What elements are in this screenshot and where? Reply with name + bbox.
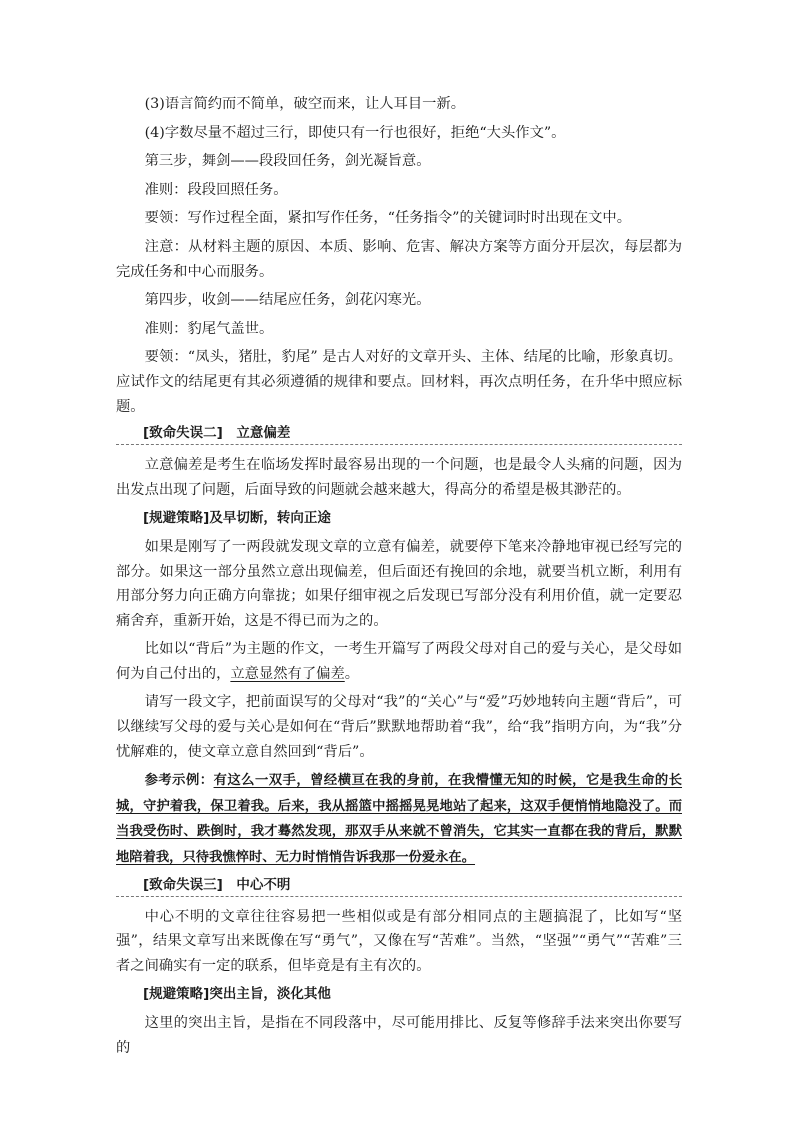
step-four-heading: 第四步，收剑——结尾应任务，剑花闪寒光。 bbox=[144, 292, 431, 309]
paragraph: (3)语言简约而不简单，破空而来，让人耳目一新。 bbox=[144, 96, 466, 112]
paragraph: 立意偏差是考生在临场发挥时最容易出现的一个问题，也是最令人头痛的问题，因为出发点出现了问题，后面导致的问题就会越来越大，得高分的希望是极其渺茫的。 bbox=[116, 457, 682, 498]
paragraph: 如果是刚写了一两段就发现文章的立意有偏差，就要停下笔来冷静地审视已经写完的部分。如果这一部分虽然立意出现偏差，但后面还有挽回的余地，就要当机立断，利用有用部分努力向正确方向靠拢；如果仔细审视之后发现已写部分没有利用价值，就一定要忍痛舍弃，重新开始，这是不得已而为之的。 bbox=[116, 538, 682, 629]
paragraph: 请写一段文字，把前面误写的父母对“我”的“关心”与“爱”巧妙地转向主题“背后”，可以继续写父母的爱与关心是如何在“背后”默默地帮助着“我”，给“我”指明方向，为“我”分忧解难的，使文章立意自然回到“背后”。 bbox=[116, 694, 682, 760]
text-run: 。 bbox=[344, 665, 360, 682]
paragraph: 这里的突出主旨，是指在不同段落中，尽可能用排比、反复等修辞手法来突出你要写的 bbox=[116, 1015, 682, 1056]
section-heading-mistake-two: [致命失误二] 立意偏差 bbox=[116, 423, 682, 445]
example-text: 有这么一双手，曾经横亘在我的身前，在我懵懂无知的时候，它是我生命的长城，守护着我，保卫着我。后来，我从摇篮中摇摇晃晃地站了起来，这双手便悄悄地隐没了。而当我受伤时、跌倒时，我才蓦然发现，那双手从来就不曾消失，它其实一直都在我的背后，默默地陪着我，只待我憔悴时、无力时悄悄告诉我那一份爱永在。 bbox=[116, 773, 683, 866]
document-page bbox=[116, 92, 682, 1064]
section-heading-mistake-three: [致命失误三] 中心不明 bbox=[116, 875, 682, 897]
paragraph: 准则：豹尾气盖世。 bbox=[144, 320, 274, 337]
example-label: 参考示例： bbox=[144, 773, 214, 789]
underlined-phrase: 立意显然有了偏差 bbox=[230, 665, 345, 682]
paragraph: 要领：“凤头，猪肚，豹尾” 是古人对好的文章开头、主体、结尾的比喻，形象真切。应试作文的结尾更有其必须遵循的规律和要点。回材料，再次点明任务，在升华中照应标题。 bbox=[116, 349, 682, 415]
paragraph: (4)字数尽量不超过三行，即使只有一行也很好，拒绝“大头作文”。 bbox=[144, 124, 566, 141]
step-three-heading: 第三步，舞剑——段段回任务，剑光凝旨意。 bbox=[144, 153, 431, 170]
paragraph: 中心不明的文章往往容易把一些相似或是有部分相同点的主题搞混了，比如写“坚强”，结果文章写出来既像在写“勇气”，又像在写“苦难”。当然，“坚强”“勇气”“苦难”三者之间确实有一定的联系，但毕竟是有主有次的。 bbox=[116, 908, 682, 974]
example-paragraph bbox=[116, 768, 682, 870]
strategy-heading: [规避策略]及早切断，转向正途 bbox=[143, 510, 331, 527]
strategy-heading: [规避策略]突出主旨，淡化其他 bbox=[143, 986, 331, 1003]
paragraph: 要领：写作过程全面，紧扣写作任务，“任务指令”的关键词时时出现在文中。 bbox=[144, 210, 632, 227]
text-run: 比如以“背后”为主题的作文，一考生开篇写了两段父母对自己的爱与关心，是父母如何为自己付出的， bbox=[116, 641, 682, 682]
paragraph: 准则：段段回照任务。 bbox=[144, 181, 288, 198]
paragraph bbox=[116, 637, 682, 686]
paragraph: 注意：从材料主题的原因、本质、影响、危害、解决方案等方面分开层次，每层都为完成任务和中心而服务。 bbox=[116, 238, 682, 280]
